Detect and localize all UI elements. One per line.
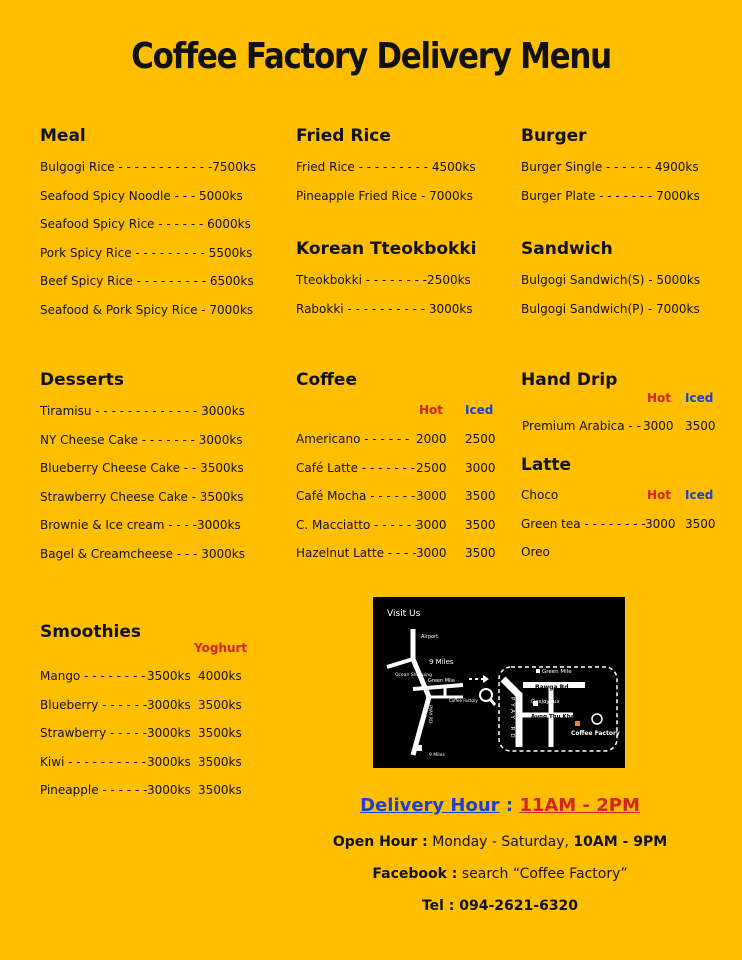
menu-item: Strawberry Cheese Cake - 3500ks bbox=[40, 489, 244, 504]
meal-section bbox=[40, 125, 256, 324]
sandwich-heading: Sandwich bbox=[521, 239, 613, 259]
item-price: 3000ks bbox=[147, 783, 191, 797]
menu-item bbox=[40, 691, 260, 720]
hand-drip-heading: Hand Drip bbox=[521, 370, 618, 390]
item-hot-price: 3000 bbox=[416, 517, 447, 532]
map-graphic bbox=[373, 597, 625, 768]
item-name: C. Macciatto - - - - - - bbox=[296, 517, 420, 532]
latte-hot-label: Hot bbox=[647, 488, 672, 502]
tteokbokki-heading: Korean Tteokbokki bbox=[296, 239, 477, 259]
menu-item bbox=[40, 748, 260, 777]
hand-drip-hot-label: Hot bbox=[647, 391, 672, 405]
sandwich-section bbox=[521, 238, 700, 323]
coffee-heading: Coffee bbox=[296, 370, 357, 390]
menu-item: Pork Spicy Rice - - - - - - - - - 5500ks bbox=[40, 245, 253, 260]
fried-rice-heading: Fried Rice bbox=[296, 126, 391, 146]
item-price: 3500ks bbox=[147, 669, 191, 683]
tteokbokki-section bbox=[296, 238, 476, 323]
item-name: Oreo bbox=[521, 545, 550, 559]
menu-item bbox=[521, 538, 721, 567]
facebook-text: search “Coffee Factory” bbox=[461, 866, 628, 882]
item-hot-price: 3000 bbox=[643, 419, 674, 433]
coffee-iced-label: Iced bbox=[465, 403, 494, 417]
item-name: Hazelnut Latte - - - - bbox=[296, 546, 417, 560]
menu-item: Seafood & Pork Spicy Rice - 7000ks bbox=[40, 302, 254, 317]
yoghurt-label: Yoghurt bbox=[194, 641, 248, 655]
item-hot-price: 3000 bbox=[416, 489, 447, 503]
item-yoghurt-price: 4000ks bbox=[198, 669, 242, 683]
menu-item bbox=[522, 412, 722, 441]
menu-item: Burger Plate - - - - - - - 7000ks bbox=[521, 188, 700, 203]
item-name: Premium Arabica - - bbox=[522, 419, 641, 433]
page-title: Coffee Factory Delivery Menu bbox=[131, 36, 611, 77]
open-hour-time: 10AM - 9PM bbox=[573, 834, 668, 850]
item-iced-price: 3500 bbox=[685, 419, 716, 433]
desserts-section bbox=[40, 369, 245, 568]
menu-item bbox=[296, 482, 506, 511]
coffee-factory-label: Coffee Factory bbox=[571, 730, 620, 737]
menu-item: Brownie & Ice cream - - - -3000ks bbox=[40, 518, 241, 532]
coffee-factory-small-label: Coffee Factory bbox=[449, 698, 478, 703]
menu-item bbox=[521, 510, 721, 539]
menu-item: Bulgogi Rice - - - - - - - - - - - -7500ks bbox=[40, 160, 257, 174]
menu-item: Burger Single - - - - - - 4900ks bbox=[521, 160, 699, 174]
item-name: Strawberry - - - - - bbox=[40, 726, 147, 740]
item-hot-price: 3000 bbox=[645, 516, 676, 531]
item-name: Café Latte - - - - - - - bbox=[296, 460, 415, 475]
item-name: Kiwi - - - - - - - - - - bbox=[40, 754, 146, 769]
item-iced-price: 3500 bbox=[685, 516, 716, 531]
menu-item bbox=[296, 425, 506, 454]
menu-item: Seafood Spicy Noodle - - - 5000ks bbox=[40, 188, 243, 203]
item-name: Choco bbox=[521, 488, 559, 502]
item-iced-price: 3500 bbox=[465, 489, 496, 503]
item-price: 3000ks bbox=[147, 726, 191, 740]
burger-section bbox=[521, 125, 700, 210]
facebook-info bbox=[300, 866, 700, 882]
menu-item bbox=[296, 539, 506, 568]
airport-label: Airport bbox=[421, 634, 439, 640]
coffee-section bbox=[296, 369, 506, 569]
menu-item bbox=[40, 662, 260, 691]
menu-item: Tteokbokki - - - - - - - -2500ks bbox=[296, 273, 471, 287]
item-iced-price: 3500 bbox=[465, 517, 496, 532]
menu-item: Pineapple Fried Rice - 7000ks bbox=[296, 188, 473, 203]
latte-iced-label: Iced bbox=[685, 488, 714, 502]
latte-heading: Latte bbox=[521, 455, 572, 475]
item-hot-price: 2000 bbox=[416, 432, 447, 446]
menu-item bbox=[521, 481, 721, 510]
menu-item: Tiramisu - - - - - - - - - - - - - 3000ks bbox=[40, 404, 245, 418]
menu-item: Blueberry Cheese Cake - - 3500ks bbox=[40, 461, 244, 475]
menu-item bbox=[40, 776, 260, 805]
item-name: Mango - - - - - - - - bbox=[40, 669, 146, 683]
desjoyaux-label: Desjoyaux bbox=[531, 699, 560, 705]
latte-section bbox=[521, 454, 721, 574]
hand-drip-section bbox=[521, 369, 721, 439]
open-hour-label: Open Hour : bbox=[332, 834, 428, 850]
item-hot-price: 3000 bbox=[416, 546, 447, 560]
item-hot-price: 2500 bbox=[416, 460, 447, 475]
tel-info bbox=[300, 898, 700, 914]
menu-item: Bulgogi Sandwich(P) - 7000ks bbox=[521, 301, 700, 316]
item-yoghurt-price: 3500ks bbox=[198, 726, 242, 740]
item-iced-price: 2500 bbox=[465, 432, 496, 446]
item-iced-price: 3500 bbox=[465, 546, 496, 560]
item-yoghurt-price: 3500ks bbox=[198, 697, 242, 712]
meal-heading: Meal bbox=[40, 126, 86, 146]
delivery-hour-value: 11AM - 2PM bbox=[519, 795, 640, 816]
menu-item: Bulgogi Sandwich(S) - 5000ks bbox=[521, 273, 701, 287]
pyay-rd-label: PYAY RD bbox=[509, 697, 515, 741]
green-mile-label: Green Mile bbox=[428, 678, 455, 684]
smoothies-section bbox=[40, 621, 260, 811]
delivery-hour bbox=[300, 795, 700, 816]
menu-item: Fried Rice - - - - - - - - - 4500ks bbox=[296, 160, 476, 174]
open-hour-days: Monday - Saturday, bbox=[432, 834, 569, 850]
desserts-heading: Desserts bbox=[40, 370, 125, 390]
menu-item: Beef Spicy Rice - - - - - - - - - 6500ks bbox=[40, 274, 254, 288]
delivery-hour-label: Delivery Hour bbox=[360, 795, 500, 816]
item-name: Pineapple - - - - - - bbox=[40, 783, 148, 797]
item-price: 3000ks bbox=[147, 754, 191, 769]
green-mile-right-label: Green Mile bbox=[542, 669, 572, 675]
item-price: 3000ks bbox=[147, 697, 191, 712]
item-name: Americano - - - - - - bbox=[296, 432, 410, 446]
visit-us-label: Visit Us bbox=[387, 609, 421, 619]
aung-thu-kha-label: Aung Thu Kha St bbox=[531, 714, 583, 720]
pyay-rd-left-label: PYAY RD bbox=[427, 705, 432, 724]
coffee-hot-label: Hot bbox=[419, 403, 444, 417]
bawga-rd-label: Bawga Rd bbox=[535, 684, 569, 691]
open-hour bbox=[300, 834, 700, 850]
menu-item: Bagel & Creamcheese - - - 3000ks bbox=[40, 546, 245, 561]
item-name: Blueberry - - - - - - bbox=[40, 697, 148, 712]
menu-item: Seafood Spicy Rice - - - - - - 6000ks bbox=[40, 217, 251, 231]
menu-item: Rabokki - - - - - - - - - - 3000ks bbox=[296, 301, 473, 316]
menu-item bbox=[40, 719, 260, 748]
item-name: Green tea - - - - - - - - bbox=[521, 516, 646, 531]
item-yoghurt-price: 3500ks bbox=[198, 783, 242, 797]
tel-text: Tel : 094-2621-6320 bbox=[421, 898, 579, 914]
item-yoghurt-price: 3500ks bbox=[198, 754, 242, 769]
menu-item bbox=[296, 454, 506, 483]
item-iced-price: 3000 bbox=[465, 460, 496, 475]
menu-item bbox=[296, 511, 506, 540]
ocean-label: Ocean Shopping bbox=[395, 673, 432, 678]
location-map bbox=[373, 597, 625, 768]
nine-miles-label: 9 Miles bbox=[429, 658, 454, 666]
facebook-label: Facebook : bbox=[372, 866, 458, 882]
menu-item: NY Cheese Cake - - - - - - - 3000ks bbox=[40, 432, 243, 447]
hand-drip-iced-label: Iced bbox=[685, 391, 714, 405]
smoothies-heading: Smoothies bbox=[40, 622, 142, 642]
fried-rice-section bbox=[296, 125, 476, 210]
nine-miles-bottom-label: 9 Miles bbox=[429, 753, 445, 758]
item-name: Café Mocha - - - - - - bbox=[296, 489, 416, 503]
delivery-hour-separator: : bbox=[505, 795, 514, 816]
burger-heading: Burger bbox=[521, 126, 587, 146]
